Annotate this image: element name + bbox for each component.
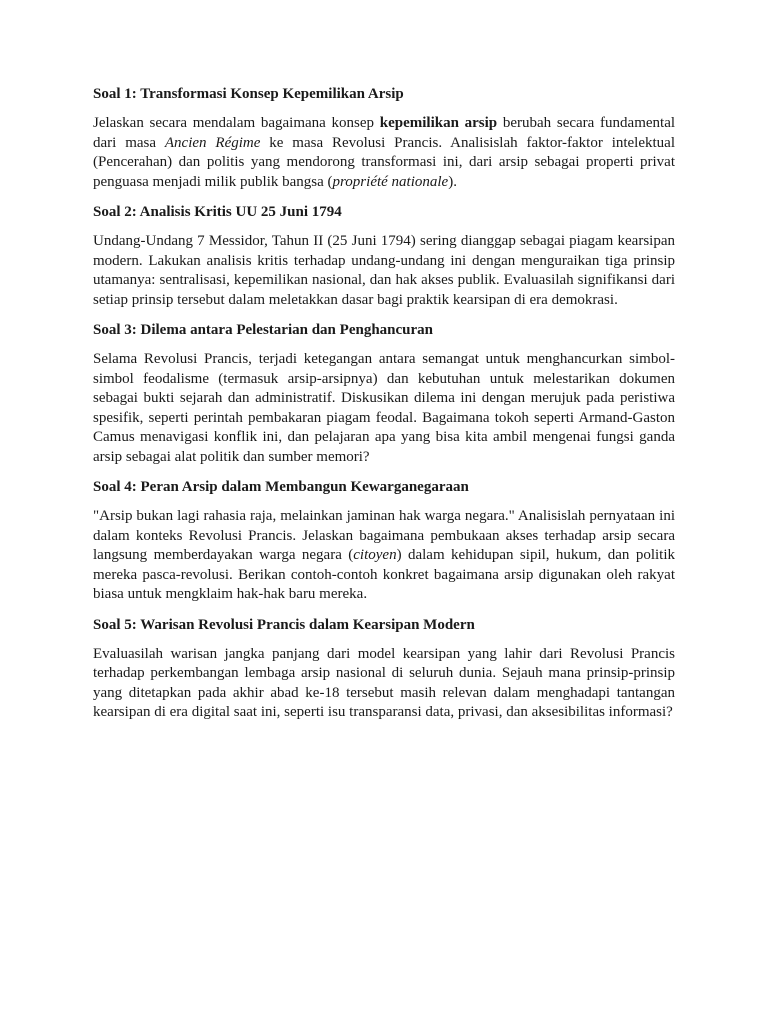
text-run: Selama Revolusi Prancis, terjadi ketegangan antara semangat untuk menghancurkan simbol-simbol feodalisme (termasuk arsip-arsipnya) dan kebutuhan untuk melestarikan dokumen sebagai bukti sejarah dan administratif. Diskusikan dilema ini dengan merujuk pada peristiwa spesifik, seperti perintah pembakaran piagam feodal. Bagaimana tokoh seperti Armand-Gaston Camus menavigasi konflik ini, dan pelajaran apa yang bisa kita ambil mengenai fungsi ganda arsip sebagai alat politik dan sumber memori?	[93, 351, 675, 465]
question-4-text	[93, 507, 675, 605]
bold-term: kepemilikan arsip	[379, 115, 498, 131]
question-1-text	[93, 114, 675, 192]
question-1-heading: Soal 1: Transformasi Konsep Kepemilikan Arsip	[93, 86, 404, 102]
text-run: Evaluasilah warisan jangka panjang dari model kearsipan yang lahir dari Revolusi Prancis terhadap perkembangan lembaga arsip nasional di seluruh dunia. Sejauh mana prinsip-prinsip yang ditetapkan pada akhir abad ke-18 tersebut masih relevan dalam menghadapi tantangan kearsipan di era digital saat ini, seperti isu transparansi data, privasi, dan aksesibilitas informasi?	[93, 645, 675, 720]
italic-term: citoyen	[353, 547, 397, 563]
text-run: "Arsip bukan lagi rahasia raja, melainkan jaminan hak warga negara." Analisislah pernyataan ini dalam konteks Revolusi Prancis. Jelaskan bagaimana pembukaan akses terhadap arsip secara langsung memberdayakan warga negara (	[93, 508, 675, 563]
question-3-text	[93, 350, 675, 467]
text-run: ke masa Revolusi Prancis. Analisislah faktor-faktor intelektual (Pencerahan) dan politis yang mendorong transformasi ini, dari arsip sebagai properti privat penguasa menjadi milik publik bangsa (	[93, 134, 676, 190]
text-run: ) dalam kehidupan sipil, hukum, dan politik mereka pasca-revolusi. Berikan contoh-contoh konkret bagaimana arsip digunakan oleh rakyat biasa untuk mengklaim hak-hak baru mereka.	[93, 547, 675, 602]
question-2-heading: Soal 2: Analisis Kritis UU 25 Juni 1794	[93, 204, 342, 220]
text-run: Jelaskan secara mendalam bagaimana konsep	[93, 115, 380, 131]
italic-term: propriété nationale	[332, 173, 449, 190]
text-run: berubah secara fundamental dari masa	[93, 115, 676, 151]
question-5-text	[93, 645, 675, 723]
question-3-heading: Soal 3: Dilema antara Pelestarian dan Penghancuran	[93, 322, 433, 338]
question-1	[93, 84, 675, 192]
italic-term: Ancien Régime	[164, 134, 261, 151]
question-4-heading: Soal 4: Peran Arsip dalam Membangun Kewarganegaraan	[93, 479, 469, 495]
document-body	[93, 84, 675, 733]
text-run: ).	[448, 173, 457, 190]
question-2-text	[93, 232, 675, 310]
question-5	[93, 615, 675, 723]
question-4	[93, 477, 675, 605]
question-5-heading: Soal 5: Warisan Revolusi Prancis dalam Kearsipan Modern	[93, 616, 475, 633]
text-run: Undang-Undang 7 Messidor, Tahun II (25 Juni 1794) sering dianggap sebagai piagam kearsipan modern. Lakukan analisis kritis terhadap undang-undang ini dengan menguraikan tiga prinsip utamanya: sentralisasi, kepemilikan nasional, dan hak akses publik. Evaluasilah signifikansi dari setiap prinsip tersebut dalam meletakkan dasar bagi praktik kearsipan di era demokrasi.	[93, 233, 675, 308]
question-2	[93, 202, 675, 310]
question-3	[93, 320, 675, 467]
